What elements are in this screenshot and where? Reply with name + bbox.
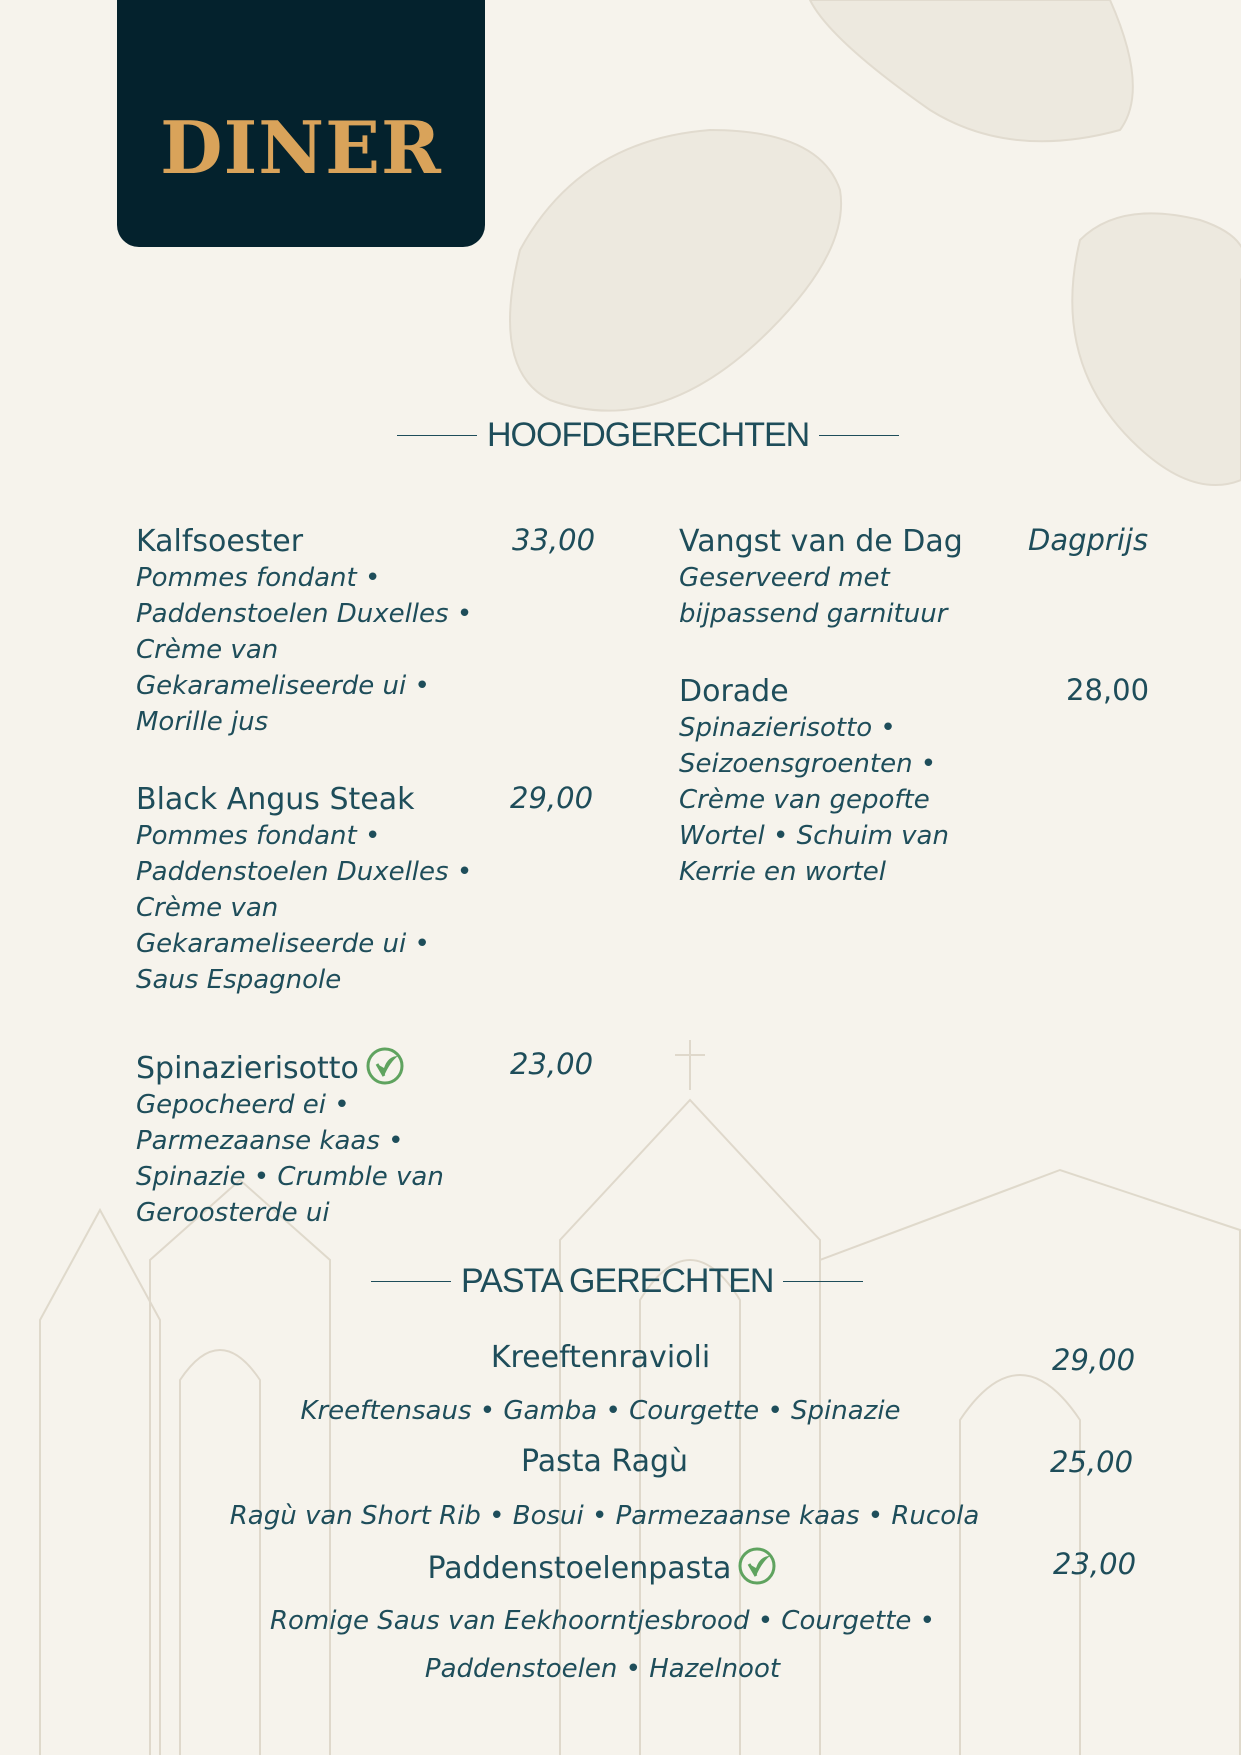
menu-item-dorade — [679, 674, 1149, 890]
pasta-item-name: Pasta Ragù — [520, 1444, 689, 1479]
item-description: Geserveerd met bijpassend garnituur — [679, 563, 948, 629]
pasta-item-description: Kreeftensaus • Gamba • Courgette • Spinazie — [300, 1396, 901, 1426]
pasta-item-description: Romige Saus van Eekhoorntjesbrood • Courgette • — [269, 1606, 936, 1636]
menu-item-spinazierisotto — [136, 1046, 596, 1231]
heading-rule-left — [397, 435, 477, 436]
item-name: Dorade — [679, 674, 789, 709]
header-banner — [117, 0, 485, 247]
item-price: 33,00 — [512, 523, 596, 557]
item-name: Spinazierisotto — [136, 1046, 596, 1087]
pasta-item-name: Paddenstoelenpasta — [0, 1546, 1223, 1587]
vegetarian-leaf-icon — [365, 1046, 405, 1086]
pasta-item-price: 25,00 — [1050, 1445, 1134, 1479]
vegetarian-leaf-icon — [737, 1546, 777, 1586]
item-description: Pommes fondant • Paddenstoelen Duxelles • Crème van Gekarameliseerde ui • Morille jus — [136, 563, 473, 737]
item-price: 23,00 — [510, 1047, 594, 1081]
pasta-item-name: Kreeftenravioli — [490, 1340, 711, 1375]
heading-rule-right — [783, 1281, 863, 1282]
item-price: 29,00 — [510, 781, 594, 815]
item-description: Pommes fondant • Paddenstoelen Duxelles • Crème van Gekarameliseerde ui • Saus Espagnole — [136, 821, 473, 995]
item-description: Spinazierisotto • Seizoensgroenten • Crème van gepofte Wortel • Schuim van Kerrie en wortel — [679, 713, 949, 887]
item-price: Dagprijs — [1028, 523, 1149, 557]
heading-rule-right — [819, 435, 899, 436]
item-name: Black Angus Steak — [136, 782, 415, 817]
menu-item-kalfsoester — [136, 524, 596, 740]
pasta-item-price: 23,00 — [1053, 1547, 1137, 1581]
menu-item-black-angus-steak — [136, 782, 596, 998]
mains-heading — [397, 416, 899, 455]
item-name: Vangst van de Dag — [679, 524, 963, 559]
heading-rule-left — [371, 1281, 451, 1282]
pasta-heading-label: PASTA GERECHTEN — [461, 1262, 774, 1300]
item-price: 28,00 — [1066, 673, 1150, 707]
item-description: Gepocheerd ei • Parmezaanse kaas • Spinazie • Crumble van Geroosterde ui — [136, 1090, 444, 1228]
mains-heading-label: HOOFDGERECHTEN — [487, 416, 810, 454]
menu-title: DINER — [160, 105, 442, 190]
pasta-item-description: Ragù van Short Rib • Bosui • Parmezaanse kaas • Rucola — [229, 1501, 980, 1531]
menu-item-vangst-van-de-dag — [679, 524, 1149, 632]
pasta-heading — [371, 1262, 863, 1301]
pasta-item-price: 29,00 — [1052, 1343, 1136, 1377]
pasta-item-description: Paddenstoelen • Hazelnoot — [424, 1654, 781, 1684]
item-name: Kalfsoester — [136, 524, 304, 559]
